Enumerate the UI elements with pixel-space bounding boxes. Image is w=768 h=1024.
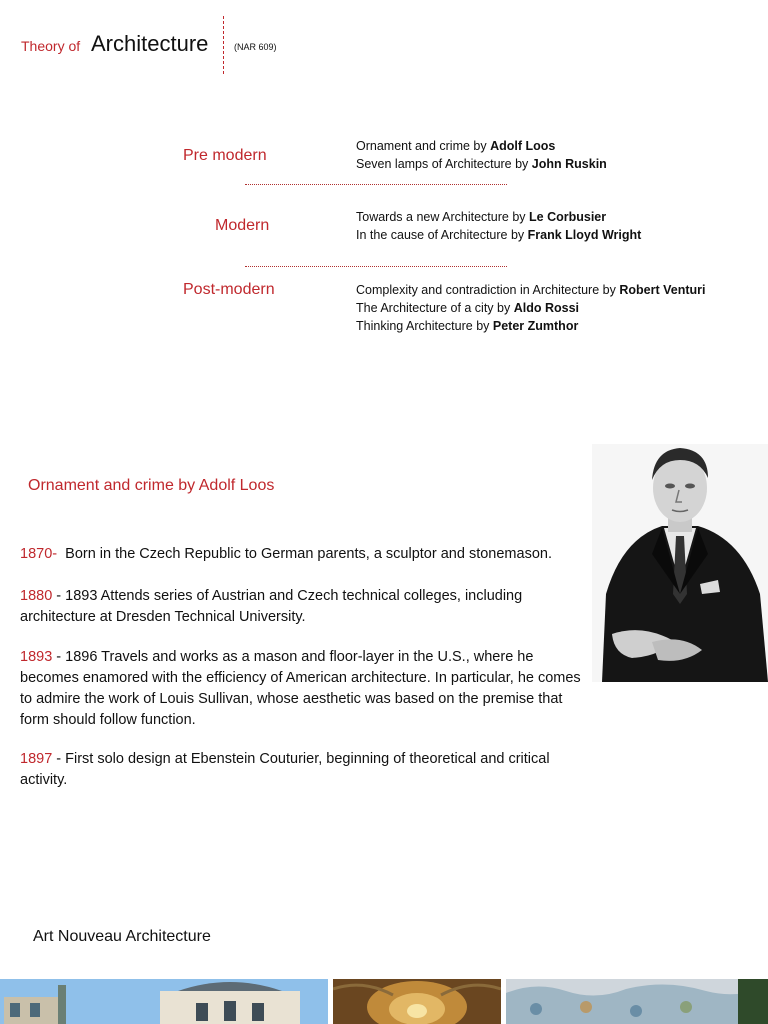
bio-section-title: Ornament and crime by Adolf Loos bbox=[28, 477, 275, 494]
work-item bbox=[356, 208, 641, 226]
work-title: In the cause of Architecture by bbox=[356, 228, 525, 242]
bio-text: - 1896 Travels and works as a mason and floor-layer in the U.S., where he becomes enamored with the efficiency of American architecture. In particular, he comes to admire the work of Louis Sullivan, whose aesthetic was based on the premise that form should follow function. bbox=[20, 649, 581, 728]
period-label-post-modern: Post-modern bbox=[183, 281, 275, 298]
work-author: Robert Venturi bbox=[619, 283, 706, 297]
period-separator bbox=[245, 184, 507, 185]
bio-entry-1880 bbox=[20, 586, 595, 628]
period-separator bbox=[245, 266, 507, 267]
work-title: Complexity and contradiction in Architecture by bbox=[356, 283, 616, 297]
art-nouveau-photo-building bbox=[0, 979, 328, 1024]
work-item bbox=[356, 299, 705, 317]
theory-of-label: Theory of bbox=[21, 38, 81, 54]
bio-year: 1897 bbox=[20, 751, 53, 767]
work-author: Le Corbusier bbox=[529, 210, 607, 224]
work-title: Thinking Architecture by bbox=[356, 319, 490, 333]
building-photo-illustration bbox=[0, 979, 328, 1024]
bio-year: 1880 bbox=[20, 588, 53, 604]
period-label-pre-modern: Pre modern bbox=[183, 147, 267, 164]
interior-photo-illustration bbox=[333, 979, 501, 1024]
period-works-pre-modern bbox=[356, 137, 607, 173]
work-item bbox=[356, 281, 705, 299]
work-title: Seven lamps of Architecture by bbox=[356, 157, 529, 171]
art-nouveau-title: Art Nouveau Architecture bbox=[33, 928, 211, 945]
bio-year: 1870- bbox=[20, 546, 58, 562]
period-works-modern bbox=[356, 208, 641, 244]
work-title: Towards a new Architecture by bbox=[356, 210, 526, 224]
bio-entry-1870 bbox=[20, 544, 595, 565]
bio-text: - 1893 Attends series of Austrian and Czech technical colleges, including architecture at Dresden Technical University. bbox=[20, 588, 523, 625]
art-nouveau-photo-interior bbox=[333, 979, 501, 1024]
course-code: (NAR 609) bbox=[234, 42, 277, 52]
work-title: The Architecture of a city by bbox=[356, 301, 511, 315]
portrait-illustration bbox=[592, 444, 768, 682]
work-author: John Ruskin bbox=[531, 157, 607, 171]
portrait-photo bbox=[592, 444, 768, 682]
facade-photo-illustration bbox=[506, 979, 768, 1024]
work-item bbox=[356, 317, 705, 335]
period-works-post-modern bbox=[356, 281, 705, 335]
work-title: Ornament and crime by bbox=[356, 139, 487, 153]
bio-text: Born in the Czech Republic to German parents, a sculptor and stonemason. bbox=[57, 546, 552, 562]
work-item bbox=[356, 137, 607, 155]
bio-year: 1893 bbox=[20, 649, 53, 665]
work-author: Peter Zumthor bbox=[492, 319, 579, 333]
page-title: Architecture bbox=[91, 31, 209, 56]
bio-text: - First solo design at Ebenstein Couturier, beginning of theoretical and critical activity. bbox=[20, 751, 550, 788]
period-label-modern: Modern bbox=[215, 217, 270, 234]
work-item bbox=[356, 226, 641, 244]
work-item bbox=[356, 155, 607, 173]
bio-entry-1893 bbox=[20, 647, 595, 731]
bio-entry-1897 bbox=[20, 749, 595, 791]
art-nouveau-photo-facade bbox=[506, 979, 768, 1024]
header-divider bbox=[223, 16, 224, 74]
work-author: Aldo Rossi bbox=[513, 301, 580, 315]
work-author: Adolf Loos bbox=[490, 139, 556, 153]
work-author: Frank Lloyd Wright bbox=[527, 228, 642, 242]
